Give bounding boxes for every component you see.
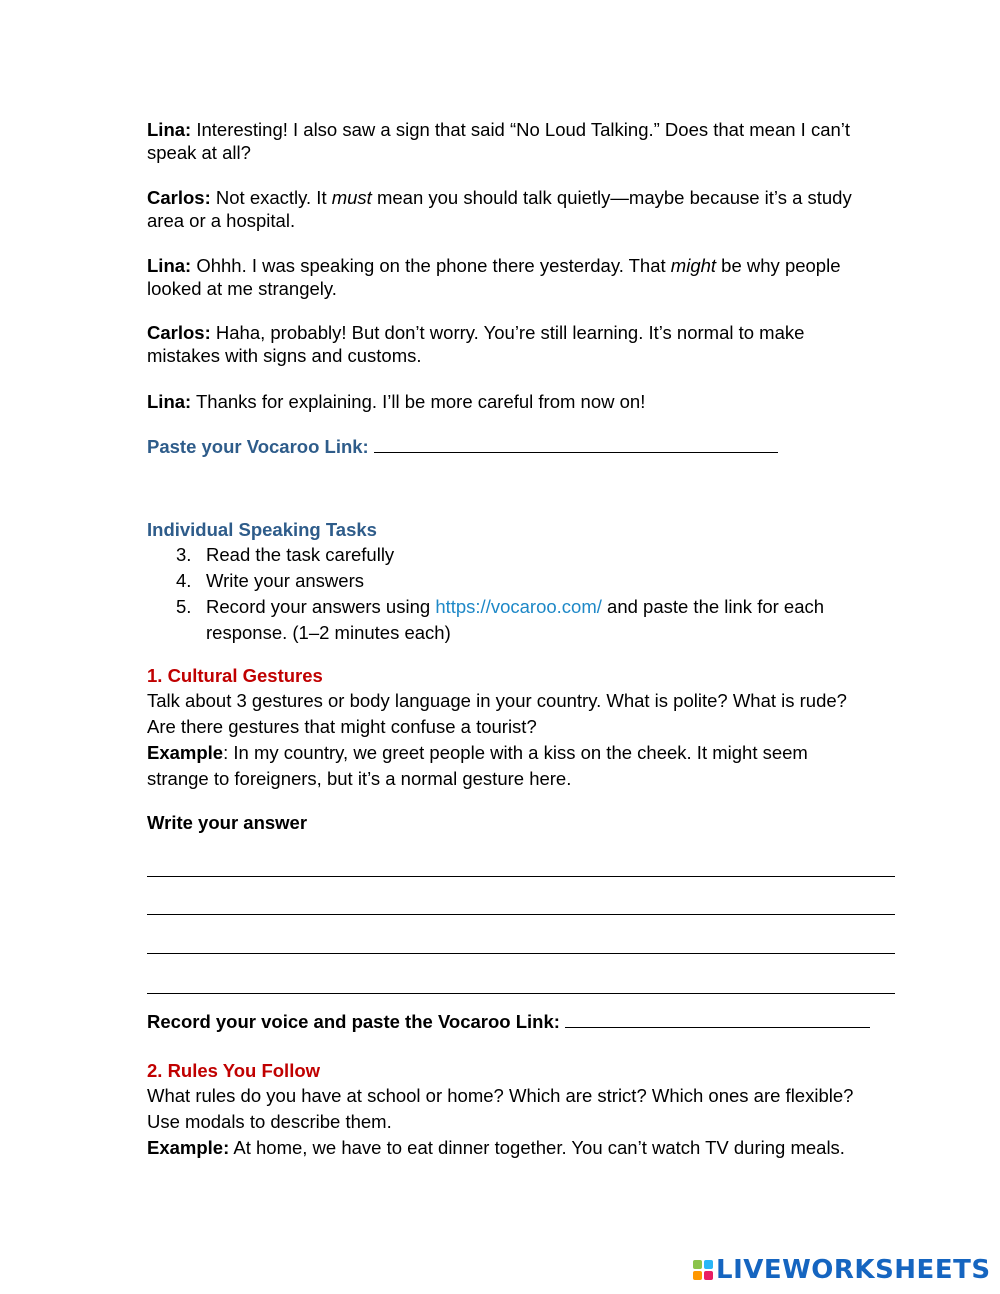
liveworksheets-logo (693, 1255, 991, 1285)
write-answer-label: Write your answer (147, 812, 308, 833)
task-instructions-list (147, 542, 907, 646)
logo-block (704, 1271, 713, 1280)
dialogue-line-3: Lina: Ohhh. I was speaking on the phone there yesterday. That might be why people looked at me strangely. (147, 255, 841, 299)
answer-line-2[interactable] (147, 914, 895, 915)
logo-blocks-icon (693, 1260, 713, 1280)
record-voice-prompt: Record your voice and paste the Vocaroo Link: (147, 1010, 907, 1033)
logo-block (704, 1260, 713, 1269)
vocaroo-url-link[interactable]: https://vocaroo.com/ (435, 596, 602, 617)
list-item: 5. Record your answers using https://vocaroo.com/ and paste the link for each response. (1–2 minutes each) (176, 596, 825, 643)
logo-block (693, 1271, 702, 1280)
list-item: 4. Write your answers (176, 570, 364, 591)
dialogue-line-5: Lina: Thanks for explaining. I’ll be more careful from now on! (147, 391, 646, 412)
logo-text: LIVEWORKSHEETS (716, 1255, 991, 1285)
vocaroo-link-prompt: Paste your Vocaroo Link: (147, 435, 907, 458)
dialogue-line-2: Carlos: Not exactly. It must mean you should talk quietly—maybe because it’s a study area or a hospital. (147, 187, 852, 231)
answer-line-1[interactable] (147, 876, 895, 877)
dialogue-line-1: Lina: Interesting! I also saw a sign that said “No Loud Talking.” Does that mean I can’t speak at all? (147, 119, 851, 163)
task1-prompt: Talk about 3 gestures or body language in your country. What is polite? What is rude? Are there gestures that might confuse a tourist? Example: In my country, we greet people with a kiss on the cheek. It might seem strange to foreigners, but it’s a normal gesture here. (147, 690, 847, 789)
task1-title: 1. Cultural Gestures (147, 665, 323, 686)
logo-block (693, 1260, 702, 1269)
list-item: 3. Read the task carefully (176, 544, 395, 565)
vocaroo-link-blank[interactable] (374, 452, 778, 453)
record-link-blank[interactable] (565, 1027, 870, 1028)
answer-line-4[interactable] (147, 993, 895, 994)
dialogue-line-4: Carlos: Haha, probably! But don’t worry. You’re still learning. It’s normal to make mistakes with signs and customs. (147, 322, 805, 366)
task2-prompt: What rules do you have at school or home? Which are strict? Which ones are flexible? Use modals to describe them. Example: At home, we have to eat dinner together. You can’t watch TV during meals. (147, 1085, 854, 1158)
task2-title: 2. Rules You Follow (147, 1060, 321, 1081)
answer-line-3[interactable] (147, 953, 895, 954)
section-title: Individual Speaking Tasks (147, 519, 377, 540)
